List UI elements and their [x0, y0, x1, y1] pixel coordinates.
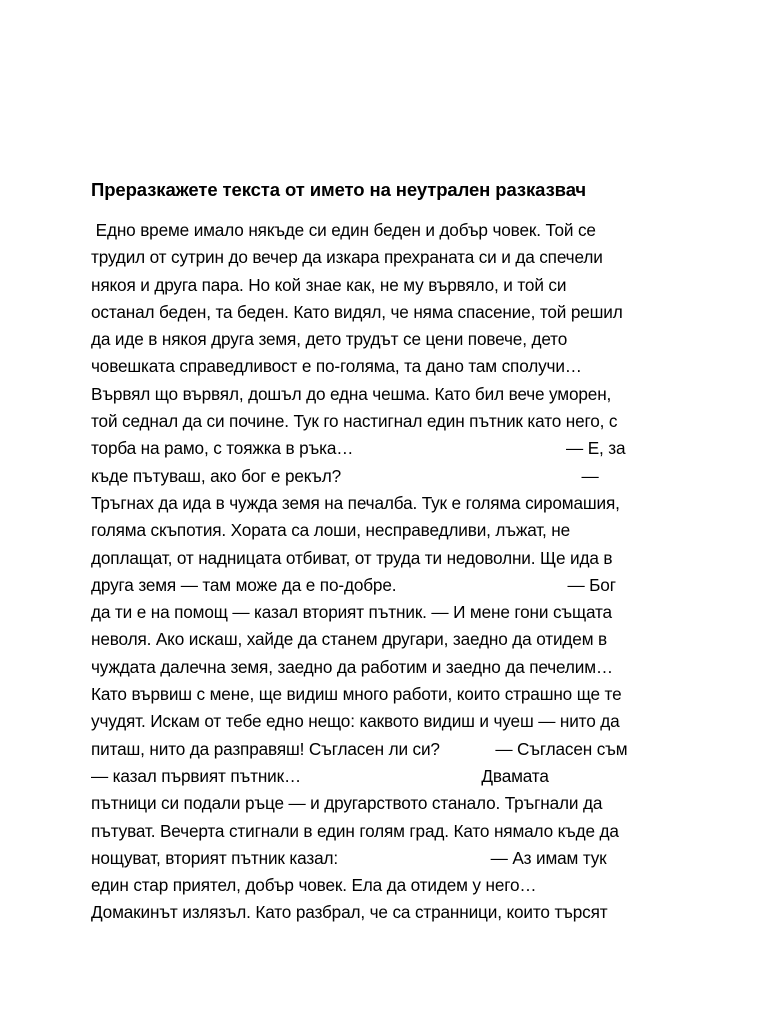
text-line: Домакинът излязъл. Като разбрал, че са странници, които търсят — [91, 902, 608, 923]
text-line: неволя. Ако искаш, хайде да станем другари, заедно да отидем в — [91, 629, 607, 650]
text-line: Като вървиш с мене, ще видиш много работи, които страшно ще те — [91, 684, 622, 705]
text-line: учудят. Искам от тебе едно нещо: каквото видиш и чуеш — нито да — [91, 711, 620, 732]
text-line: да ти е на помощ — казал вторият пътник. — И мене гони същата — [91, 602, 612, 623]
text-line: питаш, нито да разправяш! Съгласен ли си? — Съгласен съм — [91, 738, 628, 759]
text-line: Едно време имало някъде си един беден и добър човек. Той се — [91, 220, 596, 240]
text-line: някоя и друга пара. Но кой знае как, не му вървяло, и той си — [91, 274, 567, 295]
text-line: Вървял що вървял, дошъл до една чешма. Като бил вече уморен, — [91, 383, 612, 404]
text-line: — казал първият пътник… Двамата — [91, 765, 549, 786]
text-line: нощуват, вторият пътник казал: — Аз имам тук — [91, 847, 607, 868]
text-line: трудил от сутрин до вечер да изкара прехраната си и да спечели — [91, 247, 603, 268]
text-line: голяма скъпотия. Хората са лоши, несправедливи, лъжат, не — [91, 520, 571, 541]
text-line: чуждата далечна земя, заедно да работим и заедно да печелим… — [91, 656, 613, 677]
text-line: Тръгнах да ида в чужда земя на печалба. Тук е голяма сиромашия, — [91, 492, 620, 513]
text-line: един стар приятел, добър човек. Ела да отидем у него… — [91, 875, 537, 896]
text-line: останал беден, та беден. Като видял, че няма спасение, той решил — [91, 301, 623, 322]
text-line: друга земя — там може да е по-добре. — Бог — [91, 574, 616, 595]
text-line: пътници си подали ръце — и другарството станало. Тръгнали да — [91, 793, 603, 814]
text-line: доплащат, от надницата отбиват, от труда ти недоволни. Ще ида в — [91, 547, 613, 568]
document-title: Преразкажете текста от името на неутрален разказвач — [91, 179, 587, 200]
text-line: торба на рамо, с тояжка в ръка… — Е, за — [91, 438, 626, 459]
document-body — [91, 217, 691, 927]
text-line: да иде в някоя друга земя, дето трудът се цени повече, дето — [91, 329, 568, 350]
text-line: къде пътуваш, ако бог е рекъл? — — [91, 465, 599, 486]
text-line: пътуват. Вечерта стигнали в един голям град. Като нямало къде да — [91, 820, 619, 841]
text-line: той седнал да си почине. Тук го настигнал един пътник като него, с — [91, 411, 618, 432]
text-line: човешката справедливост е по-голяма, та дано там сполучи… — [91, 356, 582, 377]
